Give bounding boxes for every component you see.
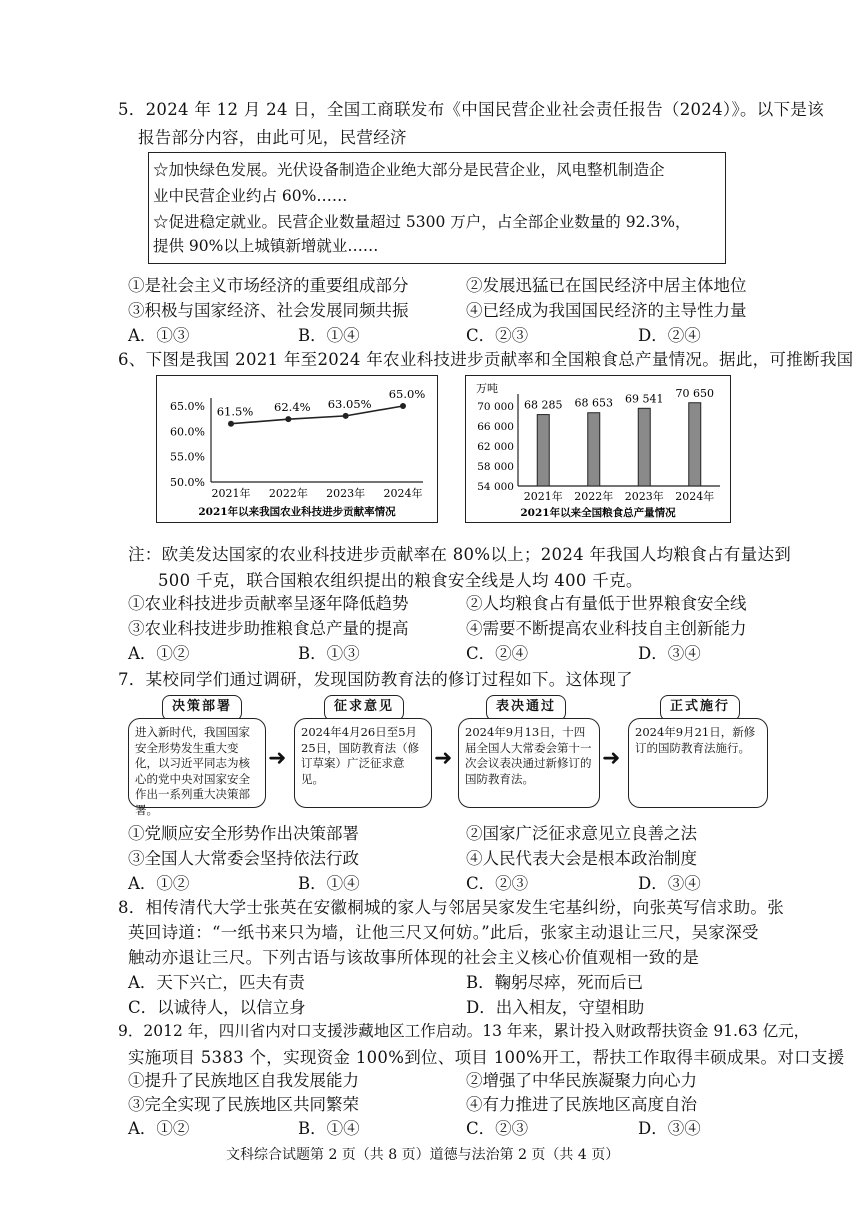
q9-choice-c[interactable]: C．②③ bbox=[466, 1119, 529, 1138]
data-point bbox=[400, 403, 406, 409]
flow-tag-consult: 征求意见 bbox=[324, 695, 404, 721]
q8-choice-c[interactable]: C．以诚待人，以信立身 bbox=[128, 998, 306, 1017]
q8-choice-b[interactable]: B．鞠躬尽瘁，死而后已 bbox=[466, 973, 644, 992]
q9-item-2: ②增强了中华民族凝聚力向心力 bbox=[466, 1071, 697, 1090]
q7-stem: 7．某校同学们通过调研，发现国防教育法的修订过程如下。这体现了 bbox=[118, 670, 633, 689]
q5-box-line3: ☆促进稳定就业。民营企业数量超过 5300 万户，占全部企业数量的 92.3%， bbox=[153, 213, 691, 231]
q6-item-3: ③农业科技进步助推粮食总产量的提高 bbox=[128, 619, 409, 638]
y-tick-label: 65.0% bbox=[170, 400, 205, 413]
contribution-line-chart bbox=[157, 376, 437, 522]
arrow-icon: ➜ bbox=[268, 746, 287, 771]
q8-line3: 触动亦退让三尺。下列古语与该故事所体现的社会主义核心价值观相一致的是 bbox=[128, 948, 700, 967]
series-line bbox=[231, 406, 403, 424]
q7-choice-d[interactable]: D．③④ bbox=[638, 874, 701, 893]
data-label: 69 541 bbox=[625, 392, 664, 406]
y-tick-label: 58 000 bbox=[477, 461, 514, 473]
q5-choice-d[interactable]: D．②④ bbox=[638, 326, 701, 345]
x-tick-label: 2023年 bbox=[326, 487, 366, 500]
flow-card-consult: 2024年4月26日至5月25日，国防教育法（修订草案）广泛征求意见。 bbox=[294, 718, 432, 808]
bar bbox=[537, 415, 549, 486]
q9-line1: 9．2012 年，四川省内对口支援涉藏地区工作启动。13 年来，累计投入财政帮扶资金 91.63 亿元， bbox=[118, 1022, 810, 1040]
chart-contribution-rate bbox=[156, 375, 438, 523]
q6-note-line1: 注：欧美发达国家的农业科技进步贡献率在 80%以上；2024 年我国人均粮食占有量达到 bbox=[128, 545, 792, 564]
arrow-icon: ➜ bbox=[602, 746, 621, 771]
data-point bbox=[343, 413, 349, 419]
q7-choice-c[interactable]: C．②③ bbox=[466, 874, 529, 893]
q5-stem-line1: 5．2024 年 12 月 24 日，全国工商联发布《中国民营企业社会责任报告（2024）》。以下是该 bbox=[118, 100, 824, 119]
y-axis-label: 万吨 bbox=[476, 382, 498, 395]
q9-choice-d[interactable]: D．③④ bbox=[638, 1119, 701, 1138]
arrow-icon: ➜ bbox=[434, 746, 453, 771]
q7-item-2: ②国家广泛征求意见立良善之法 bbox=[466, 824, 697, 843]
q6-choice-a[interactable]: A．①② bbox=[128, 644, 190, 663]
q8-line2: 英回诗道：“一纸书来只为墙，让他三尺又何妨。”此后，张家主动退让三尺，吴家深受 bbox=[128, 923, 759, 942]
q5-item-3: ③积极与国家经济、社会发展同频共振 bbox=[128, 301, 409, 320]
data-label: 70 650 bbox=[675, 386, 714, 400]
page-footer: 文科综合试题第 2 页（共 8 页）道德与法治第 2 页（共 4 页） bbox=[226, 1147, 620, 1163]
chart-grain-output bbox=[465, 375, 731, 523]
data-label: 62.4% bbox=[274, 400, 311, 415]
q9-choice-b[interactable]: B．①④ bbox=[298, 1119, 360, 1138]
x-tick-label: 2022年 bbox=[574, 490, 614, 503]
y-tick-label: 54 000 bbox=[477, 481, 514, 493]
q5-item-2: ②发展迅猛已在国民经济中居主体地位 bbox=[466, 276, 747, 295]
chart-title: 2021年以来全国粮食总产量情况 bbox=[520, 507, 676, 519]
data-label: 68 653 bbox=[574, 396, 613, 410]
grain-bar-chart bbox=[466, 376, 730, 522]
q6-item-4: ④需要不断提高农业科技自主创新能力 bbox=[466, 619, 747, 638]
q5-material-box bbox=[148, 152, 726, 264]
y-tick-label: 70 000 bbox=[477, 401, 514, 413]
q5-stem-line2: 报告部分内容，由此可见，民营经济 bbox=[138, 128, 407, 147]
data-label: 65.0% bbox=[388, 387, 426, 401]
y-tick-label: 66 000 bbox=[477, 421, 514, 433]
q6-item-2: ②人均粮食占有量低于世界粮食安全线 bbox=[466, 594, 747, 613]
q7-choice-a[interactable]: A．①② bbox=[128, 874, 190, 893]
y-tick-label: 50.0% bbox=[170, 476, 205, 489]
q7-item-1: ①党顺应安全形势作出决策部署 bbox=[128, 824, 359, 843]
q5-box-line4: 提供 90%以上城镇新增就业…… bbox=[153, 237, 379, 255]
data-point bbox=[228, 421, 234, 427]
data-label: 63.05% bbox=[327, 396, 372, 411]
flow-tag-enforce: 正式施行 bbox=[660, 695, 740, 721]
data-label: 68 285 bbox=[524, 398, 563, 412]
q5-choice-c[interactable]: C．②③ bbox=[466, 326, 529, 345]
bar bbox=[638, 408, 650, 486]
data-label: 61.5% bbox=[216, 404, 254, 419]
q7-item-4: ④人民代表大会是根本政治制度 bbox=[466, 849, 697, 868]
bar bbox=[588, 413, 600, 486]
x-tick-label: 2022年 bbox=[268, 487, 308, 500]
chart-title: 2021年以来我国农业科技进步贡献率情况 bbox=[198, 506, 396, 518]
x-tick-label: 2021年 bbox=[211, 487, 251, 500]
y-tick-label: 62 000 bbox=[477, 441, 514, 453]
flow-tag-vote: 表决通过 bbox=[486, 695, 566, 721]
y-tick-label: 60.0% bbox=[170, 425, 205, 439]
flow-card-vote: 2024年9月13日，十四届全国人大常委会第十一次会议表决通过新修订的国防教育法。 bbox=[458, 718, 600, 808]
x-tick-label: 2023年 bbox=[624, 490, 664, 503]
q5-item-4: ④已经成为我国国民经济的主导性力量 bbox=[466, 301, 747, 320]
flow-card-enforce: 2024年9月21日，新修订的国防教育法施行。 bbox=[628, 718, 768, 808]
q6-stem: 6、下图是我国 2021 年至2024 年农业科技进步贡献率和全国粮食总产量情况。据此，可推断我国 bbox=[118, 350, 854, 369]
q7-item-3: ③全国人大常委会坚持依法行政 bbox=[128, 849, 359, 868]
x-tick-label: 2021年 bbox=[523, 490, 563, 503]
q9-item-1: ①提升了民族地区自我发展能力 bbox=[128, 1071, 359, 1090]
q5-item-1: ①是社会主义市场经济的重要组成部分 bbox=[128, 276, 409, 295]
q7-choice-b[interactable]: B．①④ bbox=[298, 874, 360, 893]
data-point bbox=[285, 416, 291, 422]
q6-item-1: ①农业科技进步贡献率呈逐年降低趋势 bbox=[128, 594, 409, 613]
x-tick-label: 2024年 bbox=[383, 487, 423, 500]
q9-line2: 实施项目 5383 个，实现资金 100%到位、项目 100%开工，帮扶工作取得丰硕成果。对口支援 bbox=[128, 1048, 845, 1067]
q8-line1: 8．相传清代大学士张英在安徽桐城的家人与邻居吴家发生宅基纠纷，向张英写信求助。张 bbox=[118, 898, 784, 917]
q8-choice-a[interactable]: A．天下兴亡，匹夫有责 bbox=[128, 973, 305, 992]
q6-choice-b[interactable]: B．①③ bbox=[298, 644, 360, 663]
q9-item-3: ③完全实现了民族地区共同繁荣 bbox=[128, 1095, 359, 1114]
x-tick-label: 2024年 bbox=[675, 490, 715, 503]
q6-choice-d[interactable]: D．③④ bbox=[638, 644, 701, 663]
q9-choice-a[interactable]: A．①② bbox=[128, 1119, 190, 1138]
flow-tag-decision: 决策部署 bbox=[162, 695, 242, 721]
q5-choice-a[interactable]: A．①③ bbox=[128, 326, 190, 345]
q5-box-line1: ☆加快绿色发展。光伏设备制造企业绝大部分是民营企业，风电整机制造企 bbox=[153, 161, 665, 179]
y-tick-label: 55.0% bbox=[170, 450, 205, 464]
q5-choice-b[interactable]: B．①④ bbox=[298, 326, 360, 345]
flow-card-decision: 进入新时代，我国国家安全形势发生重大变化，以习近平同志为核心的党中央对国家安全作出一系列重大决策部署。 bbox=[128, 718, 266, 808]
bar bbox=[689, 403, 701, 486]
q8-choice-d[interactable]: D．出入相友，守望相助 bbox=[466, 998, 645, 1017]
q5-box-line2: 业中民营企业约占 60%…… bbox=[153, 187, 348, 205]
q6-choice-c[interactable]: C．②④ bbox=[466, 644, 529, 663]
q6-note-line2: 500 千克，联合国粮农组织提出的粮食安全线是人均 400 千克。 bbox=[158, 571, 643, 590]
q9-item-4: ④有力推进了民族地区高度自治 bbox=[466, 1095, 697, 1114]
